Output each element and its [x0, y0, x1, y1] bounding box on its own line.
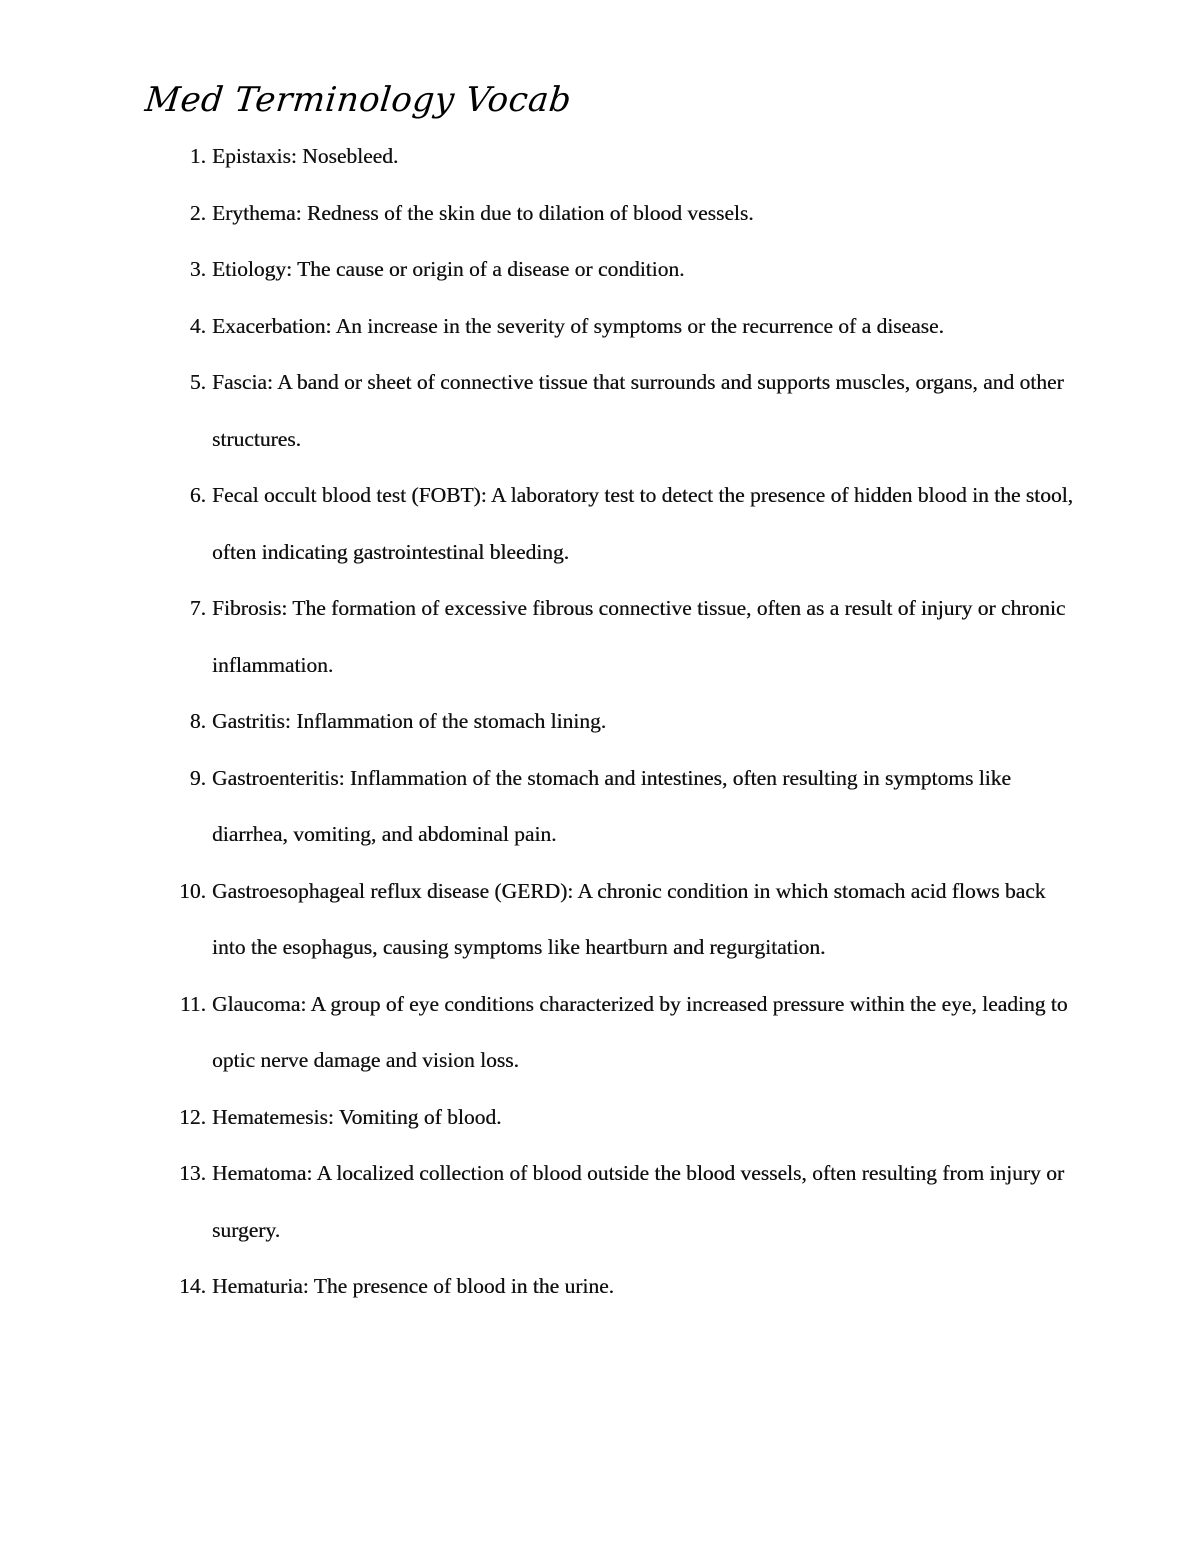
item-text: Erythema: Redness of the skin due to dilation of blood vessels.: [212, 200, 754, 225]
item-number: 14.: [179, 1274, 206, 1298]
vocab-item-11: [0, 976, 1200, 1089]
item-text: Gastritis: Inflammation of the stomach lining.: [212, 709, 607, 733]
vocab-item-4: [0, 298, 1200, 355]
item-text: Gastroesophageal reflux disease (GERD): A chronic condition in which stomach acid flows back into the esophagus, causing symptoms like heartburn and regurgitation.: [212, 878, 1046, 959]
item-text: Fecal occult blood test (FOBT): A laboratory test to detect the presence of hidden blood in the stool, often indicating gastrointestinal bleeding.: [212, 483, 1073, 564]
item-number: 1.: [189, 144, 206, 168]
item-number: 10.: [179, 878, 206, 903]
vocab-item-6: [0, 467, 1200, 580]
item-text: Hematemesis: Vomiting of blood.: [212, 1104, 502, 1129]
item-number: 7.: [189, 596, 206, 620]
item-number: 12.: [179, 1104, 206, 1129]
item-text: Glaucoma: A group of eye conditions characterized by increased pressure within the eye, leading to optic nerve damage and vision loss.: [212, 991, 1068, 1072]
item-text: Fascia: A band or sheet of connective tissue that surrounds and supports muscles, organs, and other structures.: [212, 370, 1064, 451]
vocab-item-13: [0, 1145, 1200, 1258]
item-text: Epistaxis: Nosebleed.: [212, 144, 399, 168]
vocab-item-14: [0, 1258, 1200, 1315]
vocab-list: [0, 128, 1200, 1315]
item-number: 8.: [189, 709, 206, 733]
vocab-item-10: [0, 863, 1200, 976]
item-number: 3.: [189, 257, 206, 281]
vocab-item-3: [0, 241, 1200, 298]
vocab-item-2: [0, 185, 1200, 242]
item-number: 5.: [189, 370, 206, 394]
item-text: Etiology: The cause or origin of a disease or condition.: [212, 257, 685, 281]
item-number: 11.: [179, 991, 206, 1016]
document-title: Med Terminology Vocab: [143, 80, 574, 120]
item-text: Hematuria: The presence of blood in the urine.: [212, 1274, 614, 1298]
item-number: 6.: [189, 483, 206, 507]
item-number: 2.: [189, 200, 206, 225]
vocab-item-12: [0, 1089, 1200, 1146]
item-number: 4.: [189, 313, 206, 338]
item-text: Hematoma: A localized collection of blood outside the blood vessels, often resulting from injury or surgery.: [212, 1161, 1065, 1242]
vocab-item-8: [0, 693, 1200, 750]
vocab-item-7: [0, 580, 1200, 693]
item-number: 13.: [179, 1161, 206, 1185]
item-text: Gastroenteritis: Inflammation of the stomach and intestines, often resulting in symptoms like diarrhea, vomiting, and abdominal pain.: [212, 765, 1011, 846]
vocab-item-5: [0, 354, 1200, 467]
item-text: Exacerbation: An increase in the severity of symptoms or the recurrence of a disease.: [212, 313, 944, 338]
vocab-item-9: [0, 750, 1200, 863]
vocab-item-1: [0, 128, 1200, 185]
item-number: 9.: [189, 765, 206, 790]
item-text: Fibrosis: The formation of excessive fibrous connective tissue, often as a result of injury or chronic inflammation.: [212, 596, 1066, 677]
